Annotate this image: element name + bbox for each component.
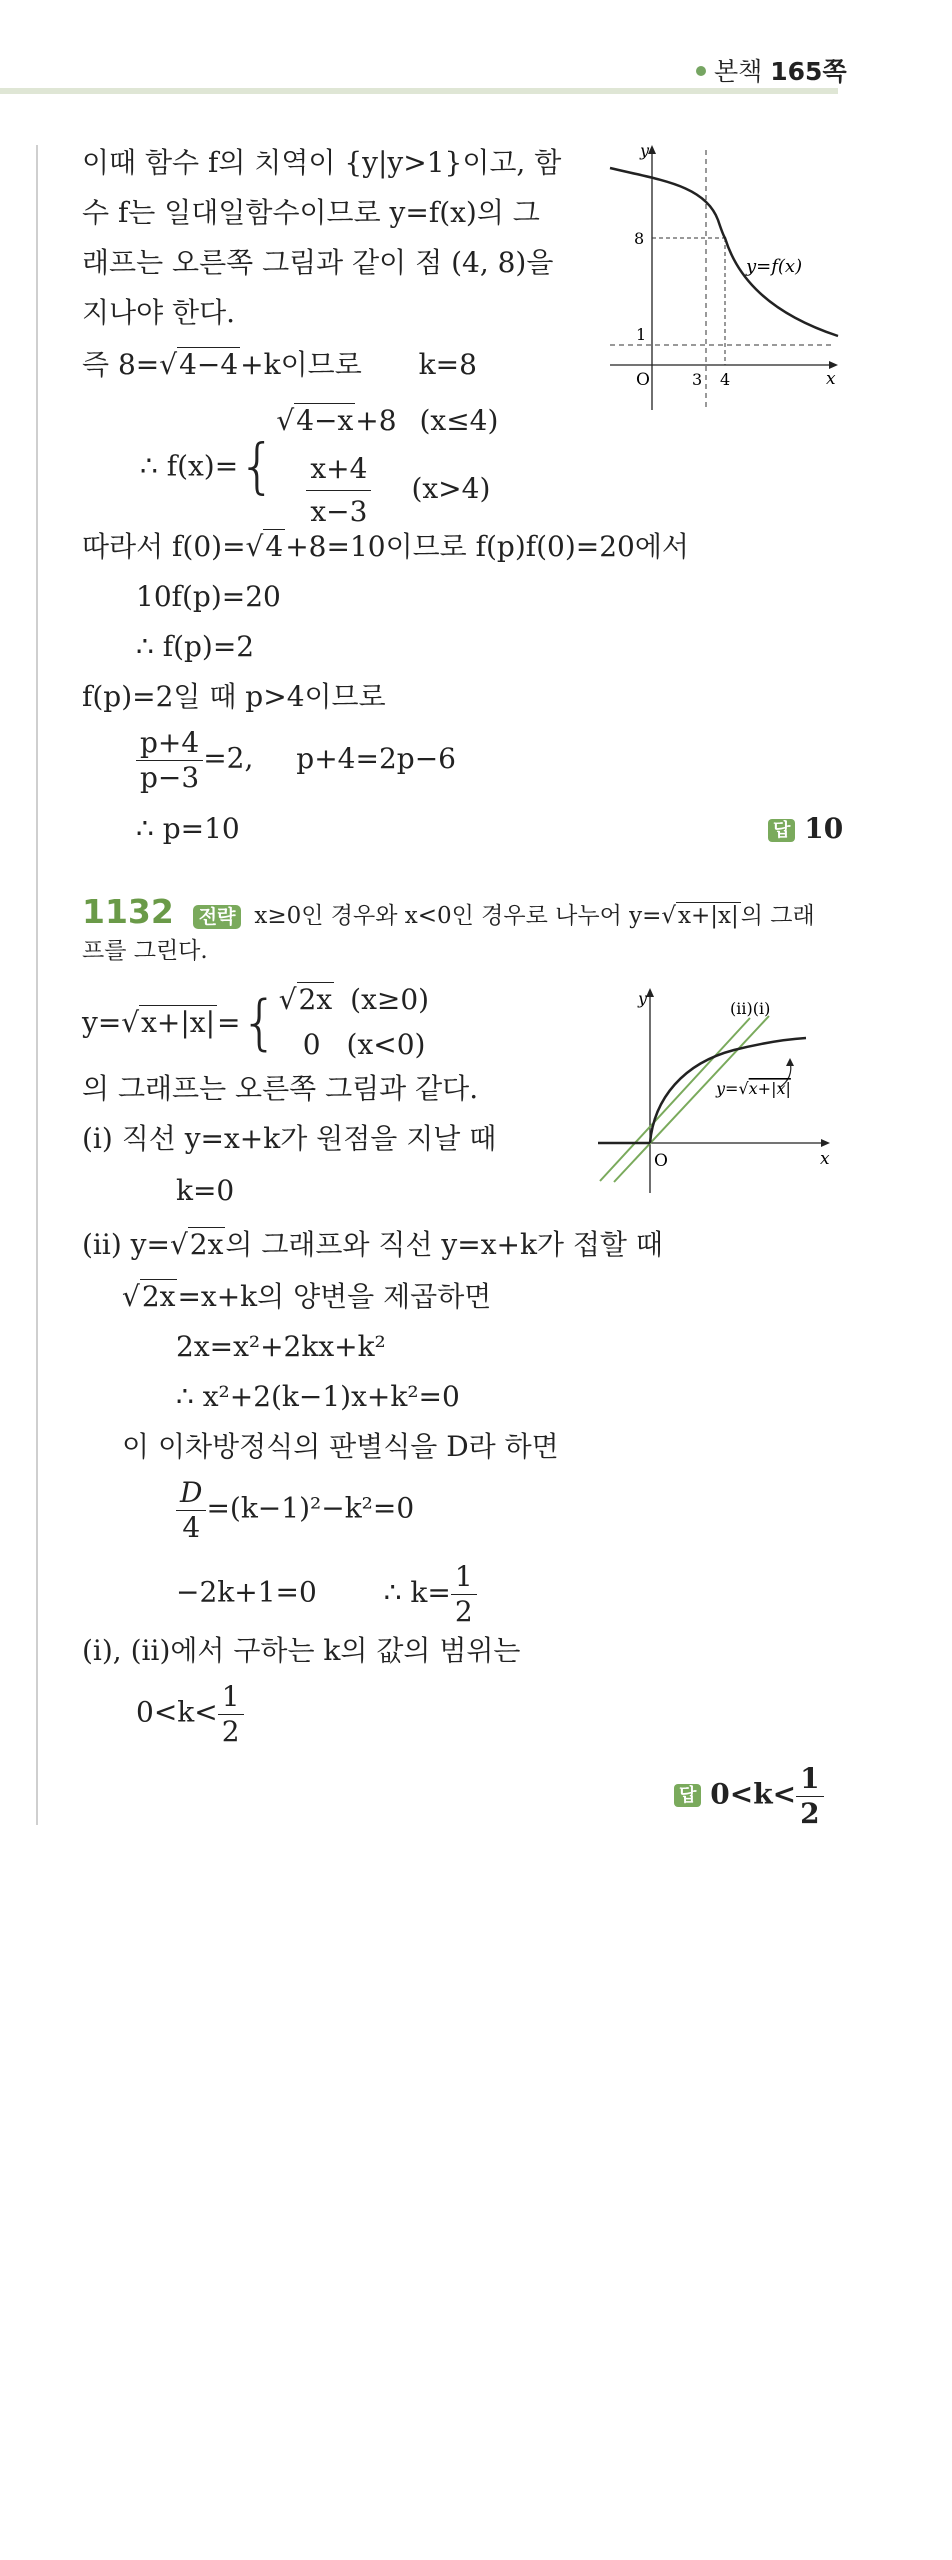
header-rule bbox=[0, 88, 838, 94]
tick-4: 4 bbox=[720, 370, 731, 389]
text-line: 의 그래프는 오른쪽 그림과 같다. bbox=[82, 1072, 479, 1105]
page-number: 165쪽 bbox=[770, 57, 847, 86]
pointer-arrow-icon bbox=[786, 1058, 794, 1066]
line-k-half bbox=[614, 1016, 769, 1182]
tick-1: 1 bbox=[636, 325, 647, 344]
text-line: f(p)=2일 때 p>4이므로 bbox=[82, 680, 386, 713]
piecewise-equation: y=√x+|x|={ √2x (x≥0) 0 (x<0) bbox=[82, 983, 430, 1061]
equation-line: 따라서 f(0)=√4+8=10이므로 f(p)f(0)=20에서 bbox=[82, 530, 689, 563]
curve-label: y=√x+|x| bbox=[716, 1079, 791, 1098]
equation-line: $\frac{D}{4}$ =(k−1)²−k²=0 bbox=[176, 1476, 414, 1544]
origin-label: O bbox=[654, 1151, 668, 1171]
tick-8: 8 bbox=[634, 229, 645, 248]
equation-line: 즉 8=√4−4+k이므로 k=8 bbox=[82, 348, 477, 381]
answer: 답 0<k< $\frac{1}{2}$ bbox=[674, 1762, 824, 1830]
x-axis-arrow-icon bbox=[829, 361, 838, 369]
tick-3: 3 bbox=[692, 370, 703, 389]
equation-line: k=0 bbox=[176, 1174, 235, 1207]
y-axis-arrow-icon bbox=[646, 988, 654, 997]
text-line: (ⅰ), (ⅱ)에서 구하는 k의 값의 범위는 bbox=[82, 1634, 521, 1667]
answer: 답 10 bbox=[768, 812, 843, 846]
equation-line: √2x=x+k의 양변을 제곱하면 bbox=[122, 1280, 492, 1313]
line-k0 bbox=[600, 1018, 750, 1181]
problem-header: 1132 전략 x≥0인 경우와 x<0인 경우로 나누어 y=√x+|x|의 그래 bbox=[82, 892, 815, 931]
curve-label: y=f(x) bbox=[746, 256, 803, 277]
y-label: y bbox=[640, 141, 650, 160]
piecewise-equation: ∴ f(x)={ √4−x+8 (x≤4) $\frac{x+4}{x-3}$ (x>4) bbox=[140, 404, 499, 528]
origin-label: O bbox=[636, 370, 650, 390]
equation-line: (ⅱ) y=√2x의 그래프와 직선 y=x+k가 접할 때 bbox=[82, 1228, 663, 1261]
page-header bbox=[696, 52, 847, 88]
equation-line: ∴ x²+2(k−1)x+k²=0 bbox=[176, 1380, 460, 1413]
x-axis-arrow-icon bbox=[821, 1139, 830, 1147]
equation-line: 10f(p)=20 bbox=[136, 580, 281, 613]
text-line: 래프는 오른쪽 그림과 같이 점 (4, 8)을 bbox=[82, 246, 554, 279]
text-line: 이때 함수 f의 치역이 {y|y>1}이고, 함 bbox=[82, 146, 562, 179]
equation-line: $\frac{p+4}{p-3}$ =2, p+4=2p−6 bbox=[136, 726, 456, 794]
line-labels: (ⅱ)(ⅰ) bbox=[730, 999, 771, 1018]
equation-line: 2x=x²+2kx+k² bbox=[176, 1330, 386, 1363]
side-rule bbox=[36, 145, 38, 1825]
equation-line: ∴ f(p)=2 bbox=[136, 630, 255, 663]
y-label: y bbox=[638, 989, 648, 1008]
problem-number: 1132 bbox=[82, 892, 174, 931]
text-line: (ⅰ) 직선 y=x+k가 원점을 지날 때 bbox=[82, 1122, 497, 1155]
equation-line: ∴ p=10 bbox=[136, 812, 240, 845]
graph-sqrt bbox=[594, 978, 844, 1208]
y-axis-arrow-icon bbox=[648, 145, 656, 154]
text-line: 프를 그린다. bbox=[82, 938, 208, 964]
text-line: 지나야 한다. bbox=[82, 296, 236, 329]
strategy-tag: 전략 bbox=[193, 905, 242, 929]
equation-line: −2k+1=0 ∴ k= $\frac{1}{2}$ bbox=[176, 1560, 477, 1628]
equation-line: 0<k< $\frac{1}{2}$ bbox=[136, 1680, 244, 1748]
text-line: 수 f는 일대일함수이므로 y=f(x)의 그 bbox=[82, 196, 540, 229]
book-label: 본책 bbox=[714, 57, 763, 86]
graph-f bbox=[600, 140, 845, 415]
curve-f bbox=[610, 168, 838, 336]
bullet-dot-icon bbox=[696, 66, 706, 76]
text-line: 이 이차방정식의 판별식을 D라 하면 bbox=[122, 1430, 559, 1463]
x-label: x bbox=[826, 369, 836, 389]
x-label: x bbox=[820, 1149, 830, 1169]
